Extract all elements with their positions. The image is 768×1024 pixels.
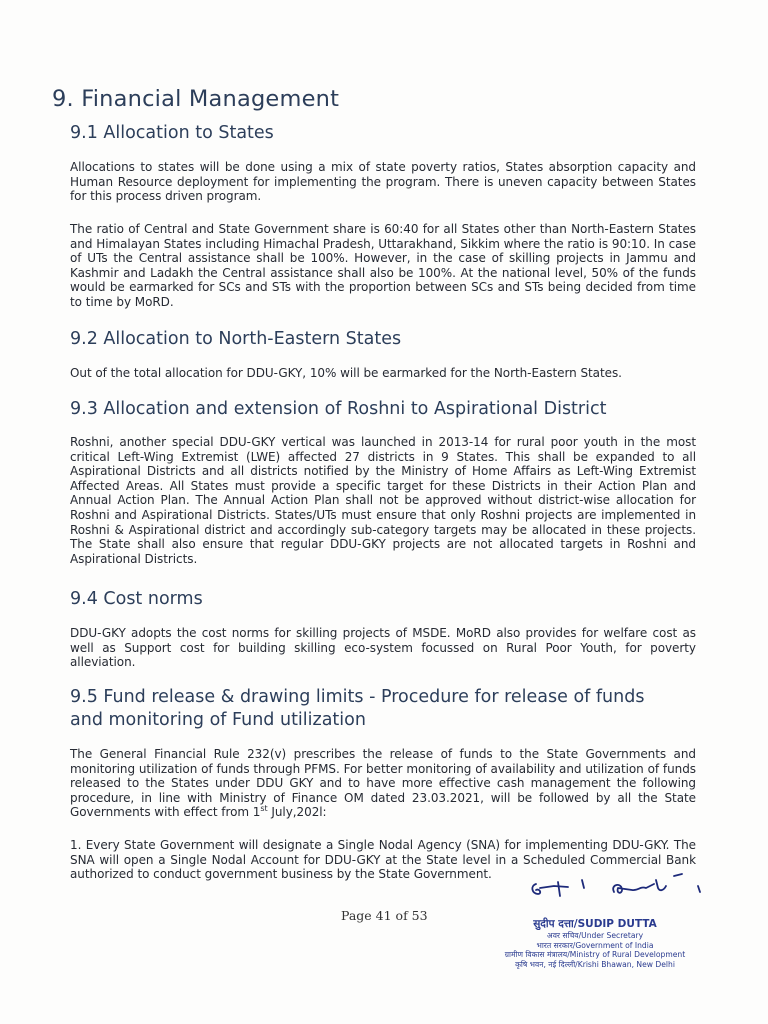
page-number: Page 41 of 53	[341, 908, 428, 923]
chapter-heading: 9. Financial Management	[52, 86, 340, 112]
section-title-9-4: 9.4 Cost norms	[70, 589, 203, 609]
paragraph-9-3: Roshni, another special DDU-GKY vertical was launched in 2013-14 for rural poor youth in the most critical Left-Wing Extremist (LWE) affected 27 districts in 9 States. This shall be expanded to all Aspirational Districts and all districts notified by the Ministry of Home Affairs as Left-Wing Extremist Affected Areas. All States must provide a specific target for these Districts in their Action Plan and Annual Action Plan. The Annual Action Plan shall not be approved without district-wise allocation for Roshni and Aspirational Districts. States/UTs must ensure that only Roshni projects are implemented in Roshni & Aspirational district and accordingly sub-category targets may be allocated in these projects. The State shall also ensure that regular DDU-GKY projects are not allocated targets in Roshni and Aspirational Districts.	[70, 435, 696, 566]
paragraph-9-5-a-tail: July,202l:	[267, 805, 327, 820]
section-title-9-1: 9.1 Allocation to States	[70, 123, 274, 143]
official-stamp	[500, 918, 690, 969]
section-title-9-3: 9.3 Allocation and extension of Roshni to Aspirational District	[70, 399, 607, 419]
section-title-9-5-line-2: and monitoring of Fund utilization	[70, 710, 366, 730]
paragraph-9-5-a-main: The General Financial Rule 232(v) prescribes the release of funds to the State Governments and monitoring utilization of funds through PFMS. For better monitoring of availability and utilization of funds released to the States under DDU GKY and to have more effective cash management the following procedure, in line with Ministry of Finance OM dated 23.03.2021, will be followed by all the State Governments with effect from 1	[70, 747, 696, 820]
stamp-government: भारत सरकार/Government of India	[536, 940, 654, 950]
stamp-name: सुदीप दत्ता/SUDIP DUTTA	[533, 918, 657, 930]
signature-image	[528, 872, 714, 906]
stamp-designation: अवर सचिव/Under Secretary	[546, 931, 644, 940]
paragraph-9-2: Out of the total allocation for DDU-GKY, 10% will be earmarked for the North-Eastern States.	[70, 366, 622, 380]
paragraph-9-1-b: The ratio of Central and State Government share is 60:40 for all States other than North-Eastern States and Himalayan States including Himachal Pradesh, Uttarakhand, Sikkim where the ratio is 90:10. In case of UTs the Central assistance shall be 100%. However, in the case of skilling projects in Jammu and Kashmir and Ladakh the Central assistance shall also be 100%. At the national level, 50% of the funds would be earmarked for SCs and STs with the proportion between SCs and STs being decided from time to time by MoRD.	[70, 222, 696, 309]
paragraph-9-4: DDU-GKY adopts the cost norms for skilling projects of MSDE. MoRD also provides for welfare cost as well as Support cost for building skilling eco-system focussed on Rural Poor Youth, for poverty alleviation.	[70, 626, 696, 670]
paragraph-9-5-b: 1. Every State Government will designate a Single Nodal Agency (SNA) for implementing DDU-GKY. The SNA will open a Single Nodal Account for DDU-GKY at the State level in a Scheduled Commercial Bank authorized to conduct government business by the State Government.	[70, 838, 696, 882]
paragraph-9-1-a: Allocations to states will be done using a mix of state poverty ratios, States absorption capacity and Human Resource deployment for implementing the program. There is uneven capacity between States for this process driven program.	[70, 160, 696, 204]
stamp-ministry: ग्रामीण विकास मंत्रालय/Ministry of Rural Development	[504, 950, 686, 960]
stamp-address: कृषि भवन, नई दिल्ली/Krishi Bhawan, New Delhi	[515, 959, 675, 969]
paragraph-9-5-a	[70, 747, 696, 820]
section-title-9-5-line-1: 9.5 Fund release & drawing limits - Procedure for release of funds	[70, 687, 645, 707]
section-title-9-2: 9.2 Allocation to North-Eastern States	[70, 329, 402, 349]
ordinal-suffix: st	[260, 804, 268, 814]
